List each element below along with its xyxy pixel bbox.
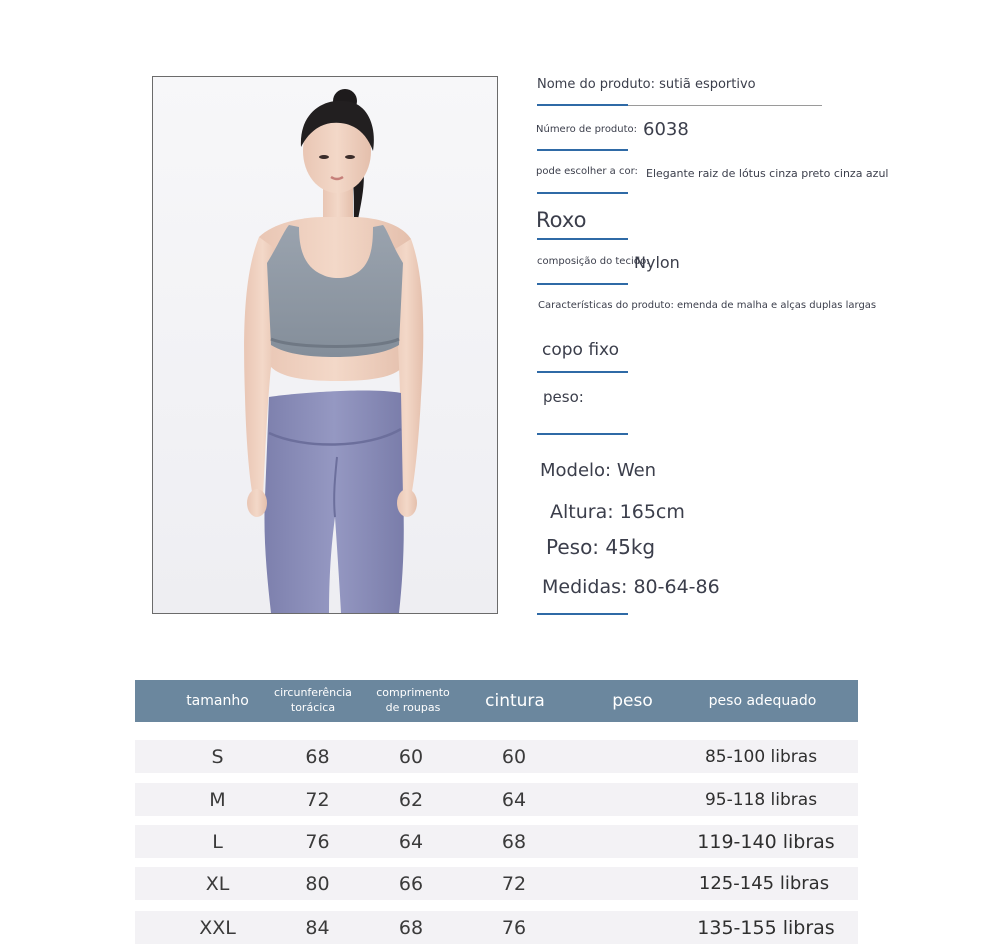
header-waist: cintura bbox=[485, 690, 545, 711]
header-chest-line-1: circunferência bbox=[274, 686, 352, 700]
model-weight: Peso: 45kg bbox=[546, 535, 656, 559]
header-length-line-1: comprimento bbox=[376, 686, 450, 700]
divider-rule-gray bbox=[628, 105, 822, 106]
cell-waist: 60 bbox=[501, 745, 527, 768]
divider-rule bbox=[537, 433, 628, 435]
product-name-line: Nome do produto: sutiã esportivo bbox=[537, 77, 756, 92]
table-row bbox=[135, 825, 858, 858]
divider-rule bbox=[537, 613, 628, 615]
divider-rule bbox=[537, 192, 628, 194]
cell-fit-weight: 119-140 libras bbox=[697, 830, 835, 853]
cell-size: M bbox=[209, 788, 226, 811]
model-name: Modelo: Wen bbox=[540, 460, 657, 481]
model-height: Altura: 165cm bbox=[550, 501, 685, 523]
cell-waist: 72 bbox=[501, 872, 527, 895]
cell-fit-weight: 135-155 libras bbox=[697, 916, 835, 939]
color-extra: Roxo bbox=[536, 208, 587, 232]
cell-waist: 68 bbox=[501, 830, 527, 853]
divider-rule bbox=[537, 238, 628, 240]
header-chest bbox=[270, 680, 356, 722]
divider-rule bbox=[537, 283, 628, 285]
header-chest-line-2: torácica bbox=[290, 701, 336, 714]
cell-length: 62 bbox=[398, 788, 424, 811]
cell-length: 68 bbox=[398, 916, 424, 939]
cell-waist: 64 bbox=[501, 788, 527, 811]
cell-size: L bbox=[212, 830, 223, 853]
cell-size: XXL bbox=[199, 916, 236, 939]
cell-chest: 68 bbox=[305, 745, 330, 768]
cell-size: XL bbox=[205, 872, 230, 895]
header-weight: peso bbox=[612, 690, 653, 711]
product-number-label: Número de produto: bbox=[536, 124, 638, 135]
divider-rule bbox=[537, 371, 628, 373]
weight-label: peso: bbox=[543, 388, 584, 406]
header-length-line-2: de roupas bbox=[385, 701, 441, 714]
header-length bbox=[367, 680, 459, 722]
cell-length: 60 bbox=[398, 745, 424, 768]
fabric-value: Nylon bbox=[634, 253, 680, 272]
cell-length: 66 bbox=[398, 872, 424, 895]
header-fit-weight: peso adequado bbox=[708, 692, 817, 709]
cell-fit-weight: 85-100 libras bbox=[704, 746, 818, 767]
divider-rule bbox=[537, 149, 628, 151]
cell-length: 64 bbox=[398, 830, 424, 853]
color-value: Elegante raiz de lótus cinza preto cinza azul bbox=[646, 167, 889, 180]
model-measures: Medidas: 80-64-86 bbox=[542, 576, 720, 598]
divider-rule bbox=[537, 104, 628, 106]
table-row bbox=[135, 911, 858, 944]
cell-chest: 80 bbox=[305, 872, 330, 895]
size-table bbox=[135, 680, 858, 939]
cell-size: S bbox=[211, 745, 224, 768]
cell-chest: 84 bbox=[305, 916, 330, 939]
cell-chest: 72 bbox=[305, 788, 330, 811]
cup-line: copo fixo bbox=[542, 340, 619, 360]
size-table-header bbox=[135, 680, 858, 722]
cell-waist: 76 bbox=[501, 916, 527, 939]
table-row bbox=[135, 740, 858, 773]
cell-chest: 76 bbox=[305, 830, 330, 853]
header-size: tamanho bbox=[186, 692, 249, 709]
product-number-value: 6038 bbox=[643, 119, 689, 140]
table-row bbox=[135, 867, 858, 900]
features-line: Características do produto: emenda de malha e alças duplas largas bbox=[538, 300, 877, 311]
cell-fit-weight: 95-118 libras bbox=[704, 789, 818, 810]
color-label: pode escolher a cor: bbox=[536, 166, 638, 177]
fabric-label: composição do tecido: bbox=[537, 256, 650, 267]
table-row bbox=[135, 783, 858, 816]
cell-fit-weight: 125-145 libras bbox=[698, 873, 830, 894]
